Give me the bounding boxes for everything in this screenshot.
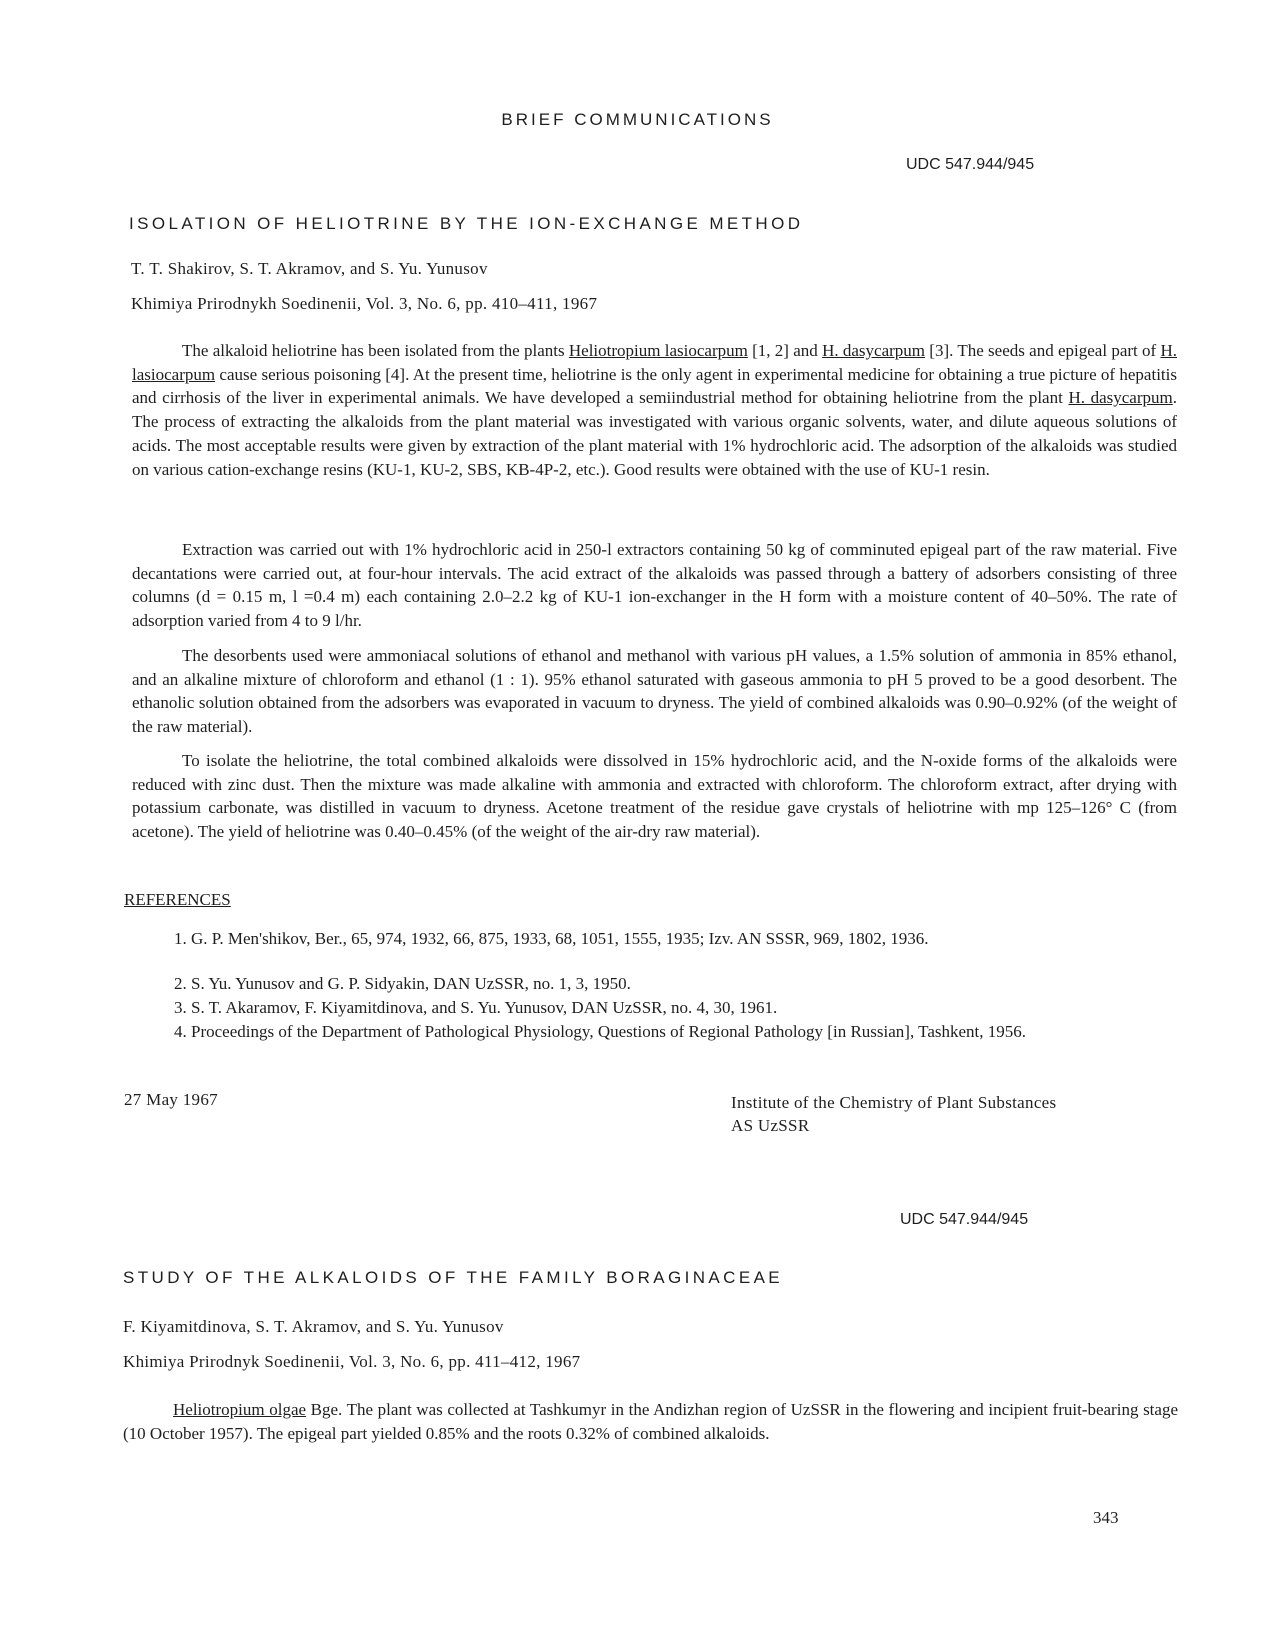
reference-item: 2. S. Yu. Yunusov and G. P. Sidyakin, DAN UzSSR, no. 1, 3, 1950. <box>174 974 631 993</box>
reference-item: 3. S. T. Akaramov, F. Kiyamitdinova, and S. Yu. Yunusov, DAN UzSSR, no. 4, 30, 1961. <box>174 998 778 1017</box>
reference-item: 4. Proceedings of the Department of Pathological Physiology, Questions of Regional Pathology [in Russian], Tashkent, 1956. <box>174 1022 1027 1041</box>
reference-item: 1. G. P. Men'shikov, Ber., 65, 974, 1932, 66, 875, 1933, 68, 1051, 1555, 1935; Izv. AN SSSR, 969, 1802, 1936. <box>174 929 929 948</box>
section-header: BRIEF COMMUNICATIONS <box>501 110 774 129</box>
article2-paragraph-1: Heliotropium olgae Bge. The plant was collected at Tashkumyr in the Andizhan region of UzSSR in the flowering and incipient fruit-bearing stage (10 October 1957). The epigeal part yielded 0.85% and the roots 0.32% of combined alkaloids. <box>123 1400 1178 1443</box>
species-name: H. dasycarpum <box>822 341 926 360</box>
species-name: H. lasiocarpum <box>132 341 1178 384</box>
article2-udc: UDC 547.944/945 <box>900 1211 1029 1228</box>
page-number: 343 <box>1093 1508 1119 1527</box>
article2-title: STUDY OF THE ALKALOIDS OF THE FAMILY BORAGINACEAE <box>123 1268 784 1287</box>
species-name: H. dasycarpum <box>1068 388 1173 408</box>
institute-line-1: Institute of the Chemistry of Plant Substances <box>731 1093 1057 1112</box>
article2-citation: Khimiya Prirodnyk Soedinenii, Vol. 3, No. 6, pp. 411–412, 1967 <box>123 1352 581 1371</box>
species-name: Heliotropium olgae <box>173 1400 307 1419</box>
references-heading: REFERENCES <box>124 890 231 909</box>
article1-citation: Khimiya Prirodnykh Soedinenii, Vol. 3, No. 6, pp. 410–411, 1967 <box>131 294 598 313</box>
institute-line-2: AS UzSSR <box>731 1116 810 1135</box>
article1-authors: T. T. Shakirov, S. T. Akramov, and S. Yu. Yunusov <box>131 259 488 278</box>
received-date: 27 May 1967 <box>124 1090 218 1109</box>
article1-paragraph-3: The desorbents used were ammoniacal solutions of ethanol and methanol with various pH values, a 1.5% solution of ammonia in 85% ethanol, and an alkaline mixture of chloroform and ethanol (1 : 1). 95% ethanol saturated with gaseous ammonia to pH 5 proved to be a good desorbent. The ethanolic solution obtained from the adsorbers was evaporated in vacuum to dryness. The yield of combined alkaloids was 0.90–0.92% (of the weight of the raw material). <box>132 646 1177 737</box>
article2-authors: F. Kiyamitdinova, S. T. Akramov, and S. Yu. Yunusov <box>123 1317 504 1336</box>
article1-paragraph-2: Extraction was carried out with 1% hydrochloric acid in 250-l extractors containing 50 kg of comminuted epigeal part of the raw material. Five decantations were carried out, at four-hour intervals. The acid extract of the alkaloids was passed through a battery of adsorbers consisting of three columns (d = 0.15 m, l =0.4 m) each containing 2.0–2.2 kg of KU-1 ion-exchanger in the H form with a moisture content of 40–50%. The rate of adsorption varied from 4 to 9 l/hr. <box>132 540 1177 631</box>
article1-paragraph-1: The alkaloid heliotrine has been isolated from the plants Heliotropium lasiocarpum [1, 2] and H. dasycarpum [3]. The seeds and epigeal part of H. lasiocarpum cause serious poisoning [4]. At the present time, heliotrine is the only agent in experimental medicine for obtaining a true picture of hepatitis and cirrhosis of the liver in experimental animals. We have developed a semiindustrial method for obtaining heliotrine from the plant H. dasycarpum. The process of extracting the alkaloids from the plant material was investigated with various organic solvents, water, and dilute aqueous solutions of acids. The most acceptable results were given by extraction of the plant material with 1% hydrochloric acid. The adsorption of the alkaloids was studied on various cation-exchange resins (KU-1, KU-2, SBS, KB-4P-2, etc.). Good results were obtained with the use of KU-1 resin. <box>132 341 1178 479</box>
article1-udc: UDC 547.944/945 <box>906 156 1035 173</box>
article1-paragraph-4: To isolate the heliotrine, the total combined alkaloids were dissolved in 15% hydrochloric acid, and the N-oxide forms of the alkaloids were reduced with zinc dust. Then the mixture was made alkaline with ammonia and extracted with chloroform. The chloroform extract, after drying with potassium carbonate, was distilled in vacuum to dryness. Acetone treatment of the residue gave crystals of heliotrine with mp 125–126° C (from acetone). The yield of heliotrine was 0.40–0.45% (of the weight of the air-dry raw material). <box>132 751 1177 842</box>
article1-title: ISOLATION OF HELIOTRINE BY THE ION-EXCHANGE METHOD <box>129 214 804 233</box>
species-name: Heliotropium lasiocarpum <box>568 341 748 360</box>
